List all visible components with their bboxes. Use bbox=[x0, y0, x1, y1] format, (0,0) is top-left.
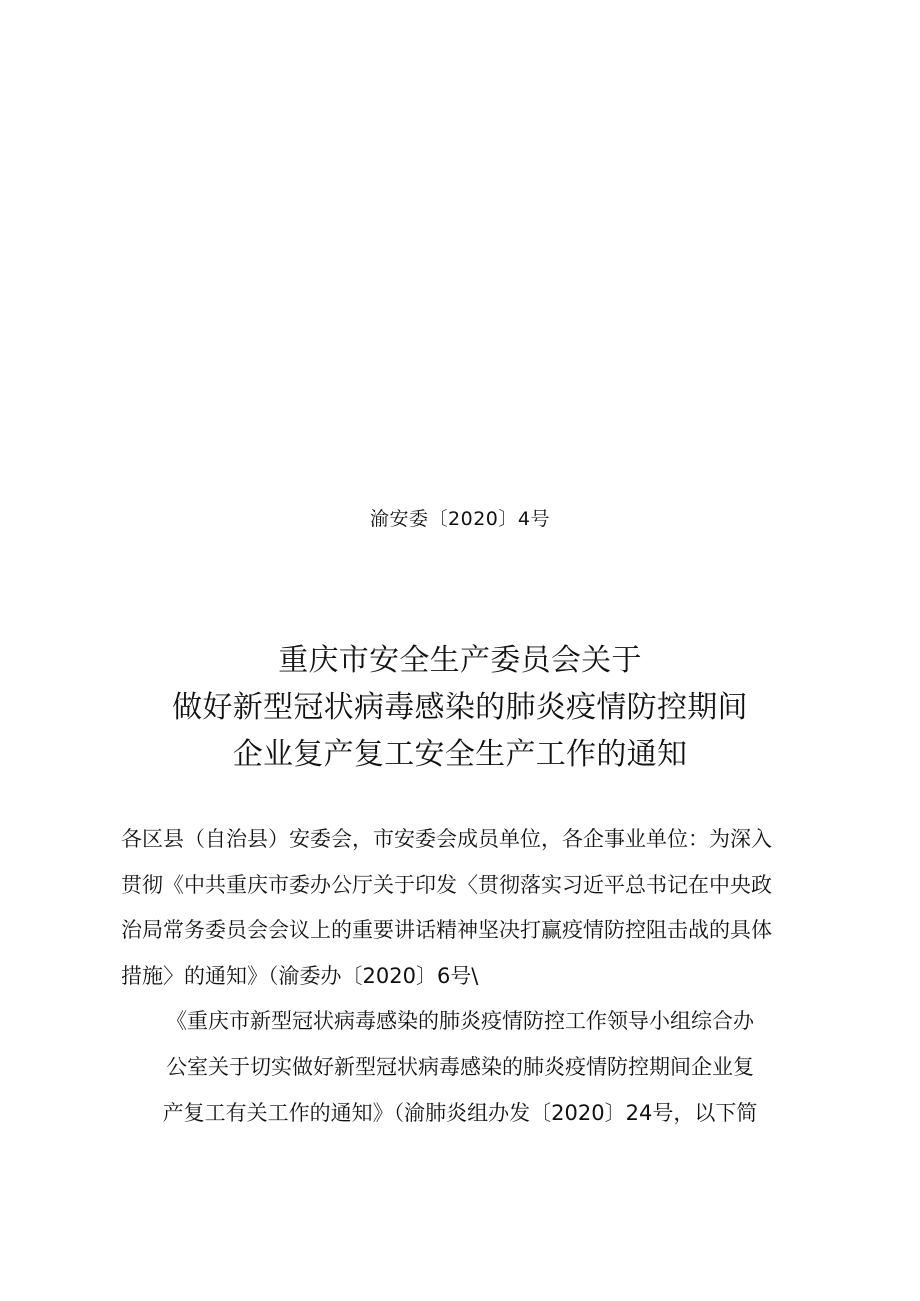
title-line: 重庆市安全生产委员会关于 bbox=[278, 643, 642, 678]
body-line: 治局常务委员会会议上的重要讲话精神坚决打赢疫情防控阻击战的具体 bbox=[121, 918, 772, 943]
body-line: 公室关于切实做好新型冠状病毒感染的肺炎疫情防控期间企业复 bbox=[166, 1054, 754, 1079]
document-title bbox=[0, 637, 920, 778]
document-number: 渝安委〔2020〕4号 bbox=[370, 508, 550, 530]
body-line: 贯彻《中共重庆市委办公厅关于印发〈贯彻落实习近平总书记在中央政 bbox=[121, 872, 772, 897]
title-line: 企业复产复工安全生产工作的通知 bbox=[232, 737, 688, 772]
body-line: 各区县（自治县）安委会，市安委会成员单位，各企事业单位：为深入 bbox=[121, 827, 772, 851]
body-line: 产复工有关工作的通知》（渝肺炎组办发〔2020〕24号，以下简 bbox=[162, 1100, 758, 1125]
body-line: 措施〉的通知》（渝委办〔2020〕6号\ bbox=[121, 963, 479, 988]
title-line: 做好新型冠状病毒感染的肺炎疫情防控期间 bbox=[172, 690, 748, 725]
body-line: 《重庆市新型冠状病毒感染的肺炎疫情防控工作领导小组综合办 bbox=[166, 1009, 754, 1034]
document-body bbox=[0, 817, 920, 1136]
